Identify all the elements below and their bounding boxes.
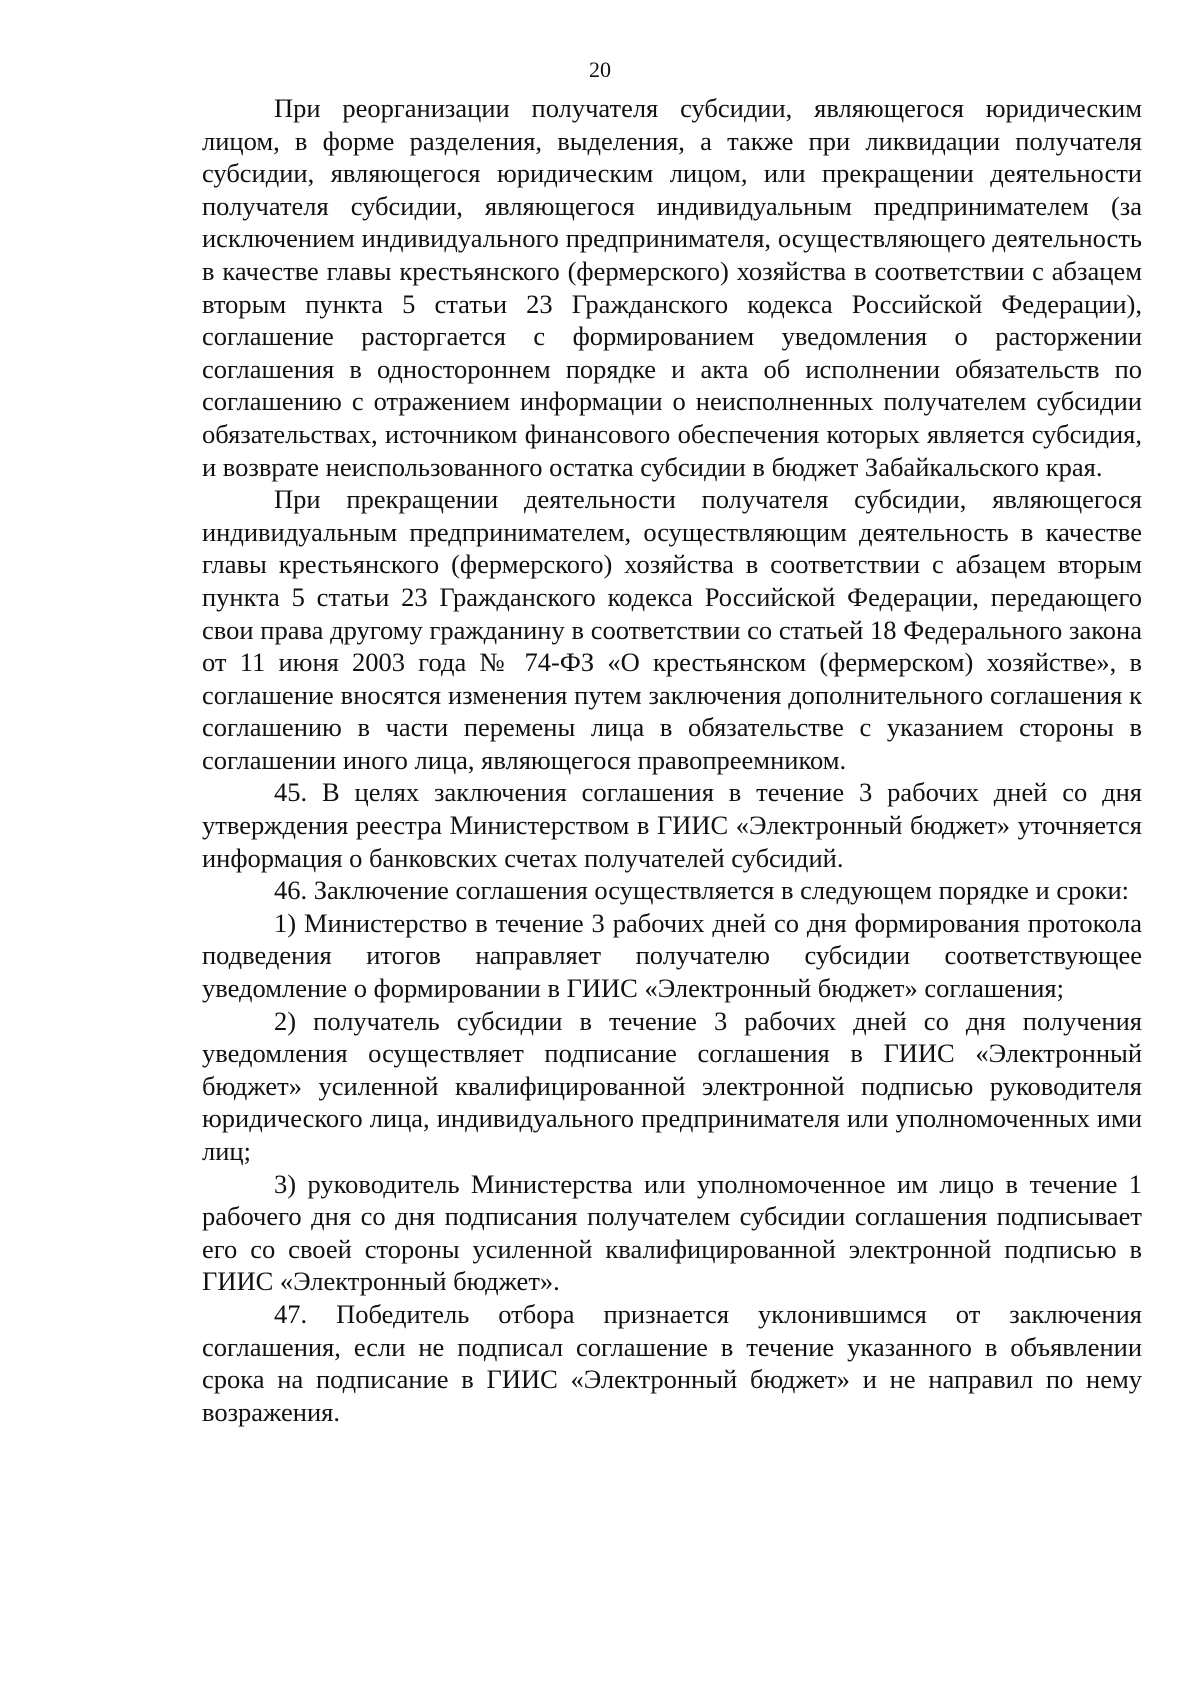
paragraph-46-item-2: 2) получатель субсидии в течение 3 рабочих дней со дня получения уведомления осуществляет подписание соглашения в ГИИС «Электронный бюджет» усиленной квалифицированной электронной подписью руководителя юридического лица, индивидуального предпринимателя или уполномоченных ими лиц; — [202, 1005, 1142, 1166]
page-number: 20 — [589, 57, 611, 82]
paragraph-46-item-3: 3) руководитель Министерства или уполномоченное им лицо в течение 1 рабочего дня со дня подписания получателем субсидии соглашения подписывает его со своей стороны усиленной квалифицированной электронной подписью в ГИИС «Электронный бюджет». — [202, 1168, 1142, 1297]
paragraph-reorganization: При реорганизации получателя субсидии, являющегося юридическим лицом, в форме разделения, выделения, а также при ликвидации получателя субсидии, являющегося юридическим лицом, или прекращении деятельности получателя субсидии, являющегося индивидуальным предпринимателем (за исключением индивидуального предпринимателя, осуществляющего деятельность в качестве главы крестьянского (фермерского) хозяйства в соответствии с абзацем вторым пункта 5 статьи 23 Гражданского кодекса Российской Федерации), соглашение расторгается с формированием уведомления о расторжении соглашения в одностороннем порядке и акта об исполнении обязательств по соглашению с отражением информации о неисполненных получателем субсидии обязательствах, источником финансового обеспечения которых является субсидия, и возврате неиспользованного остатка субсидии в бюджет Забайкальского края. — [202, 93, 1142, 482]
paragraph-45: 45. В целях заключения соглашения в течение 3 рабочих дней со дня утверждения реестра Министерством в ГИИС «Электронный бюджет» уточняется информация о банковских счетах получателей субсидий. — [202, 777, 1142, 873]
paragraph-47: 47. Победитель отбора признается уклонившимся от заключения соглашения, если не подписал соглашение в течение указанного в объявлении срока на подписание в ГИИС «Электронный бюджет» и не направил по нему возражения. — [202, 1298, 1142, 1427]
paragraph-46-item-1: 1) Министерство в течение 3 рабочих дней со дня формирования протокола подведения итогов направляет получателю субсидии соответствующее уведомление о формировании в ГИИС «Электронный бюджет» соглашения; — [202, 907, 1142, 1004]
document-body — [202, 92, 1142, 1428]
paragraph-farm-head-termination: При прекращении деятельности получателя субсидии, являющегося индивидуальным предпринимателем, осуществляющим деятельность в качестве главы крестьянского (фермерского) хозяйства в соответствии с абзацем вторым пункта 5 статьи 23 Гражданского кодекса Российской Федерации, передающего свои права другому гражданину в соответствии со статьей 18 Федерального закона от 11 июня 2003 года № 74-ФЗ «О крестьянском (фермерском) хозяйстве», в соглашение вносятся изменения путем заключения дополнительного соглашения к соглашению в части перемены лица в обязательстве с указанием стороны в соглашении иного лица, являющегося правопреемником. — [202, 484, 1142, 775]
paragraph-46: 46. Заключение соглашения осуществляется в следующем порядке и сроки: — [274, 875, 1130, 906]
